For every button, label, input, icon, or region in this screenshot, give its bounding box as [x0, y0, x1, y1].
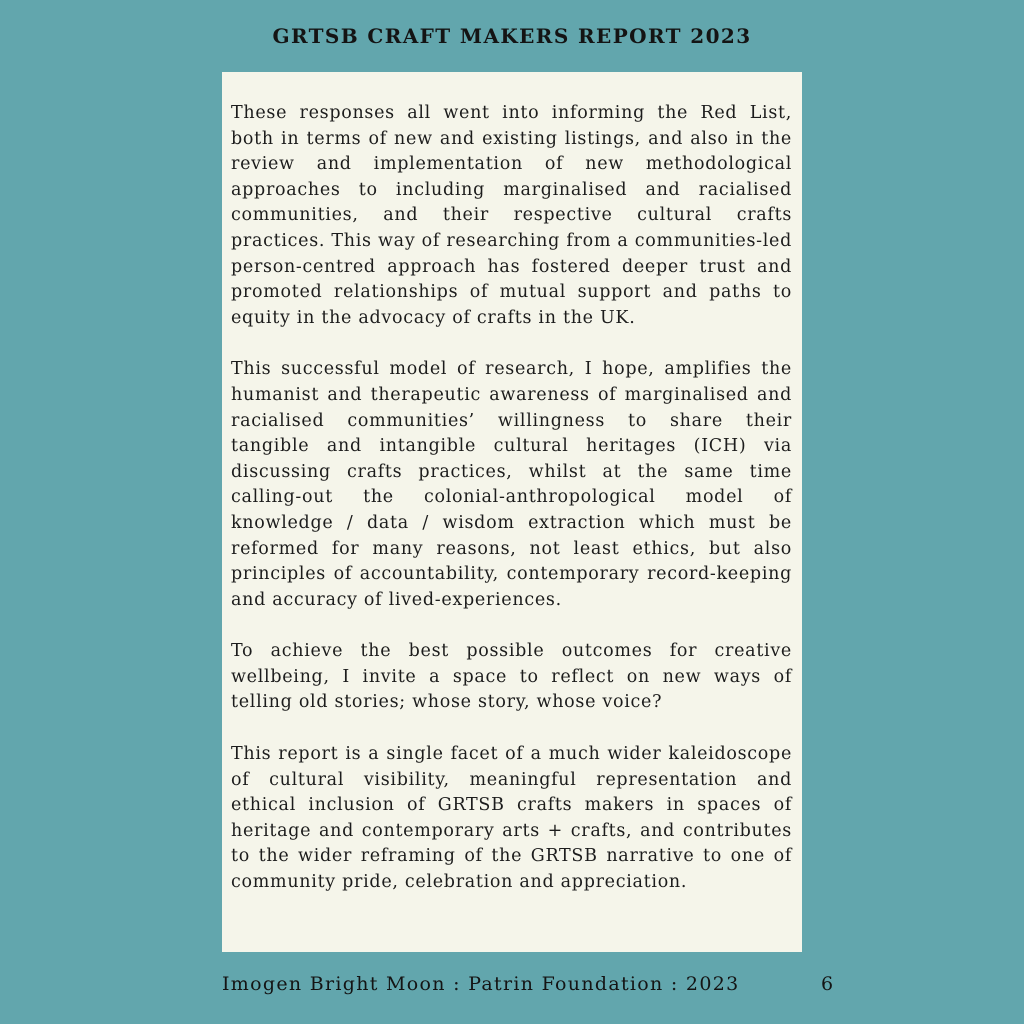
text-panel: [222, 72, 802, 952]
paragraph-1: These responses all went into informing the Red List, both in terms of new and existing listings, and also in the review and implementation of new methodological approaches to including marginalised and racialised communities, and their respective cultural crafts practices. This way of researching from a communities-led person-centred approach has fostered deeper trust and promoted relationships of mutual support and paths to equity in the advocacy of crafts in the UK.: [231, 103, 792, 328]
report-title: GRTSB CRAFT MAKERS REPORT 2023: [272, 24, 752, 48]
paragraph-3: To achieve the best possible outcomes for creative wellbeing, I invite a space to reflect on new ways of telling old stories; whose story, whose voice?: [231, 641, 792, 713]
paragraph-2: This successful model of research, I hope, amplifies the humanist and therapeutic awareness of marginalised and racialised communities’ willingness to share their tangible and intangible cultural heritages (ICH) via discussing crafts practices, whilst at the same time calling-out the colonial-anthropological model of knowledge / data / wisdom extraction which must be reformed for many reasons, not least ethics, but also principles of accountability, contemporary record-keeping and accuracy of lived-experiences.: [231, 359, 792, 610]
page-number: 6: [821, 973, 834, 995]
footer-credit: Imogen Bright Moon : Patrin Foundation : 2023: [222, 973, 740, 995]
paragraph-4: This report is a single facet of a much wider kaleidoscope of cultural visibility, meaningful representation and ethical inclusion of GRTSB crafts makers in spaces of heritage and contemporary arts + crafts, and contributes to the wider reframing of the GRTSB narrative to one of community pride, celebration and appreciation.: [231, 744, 792, 893]
